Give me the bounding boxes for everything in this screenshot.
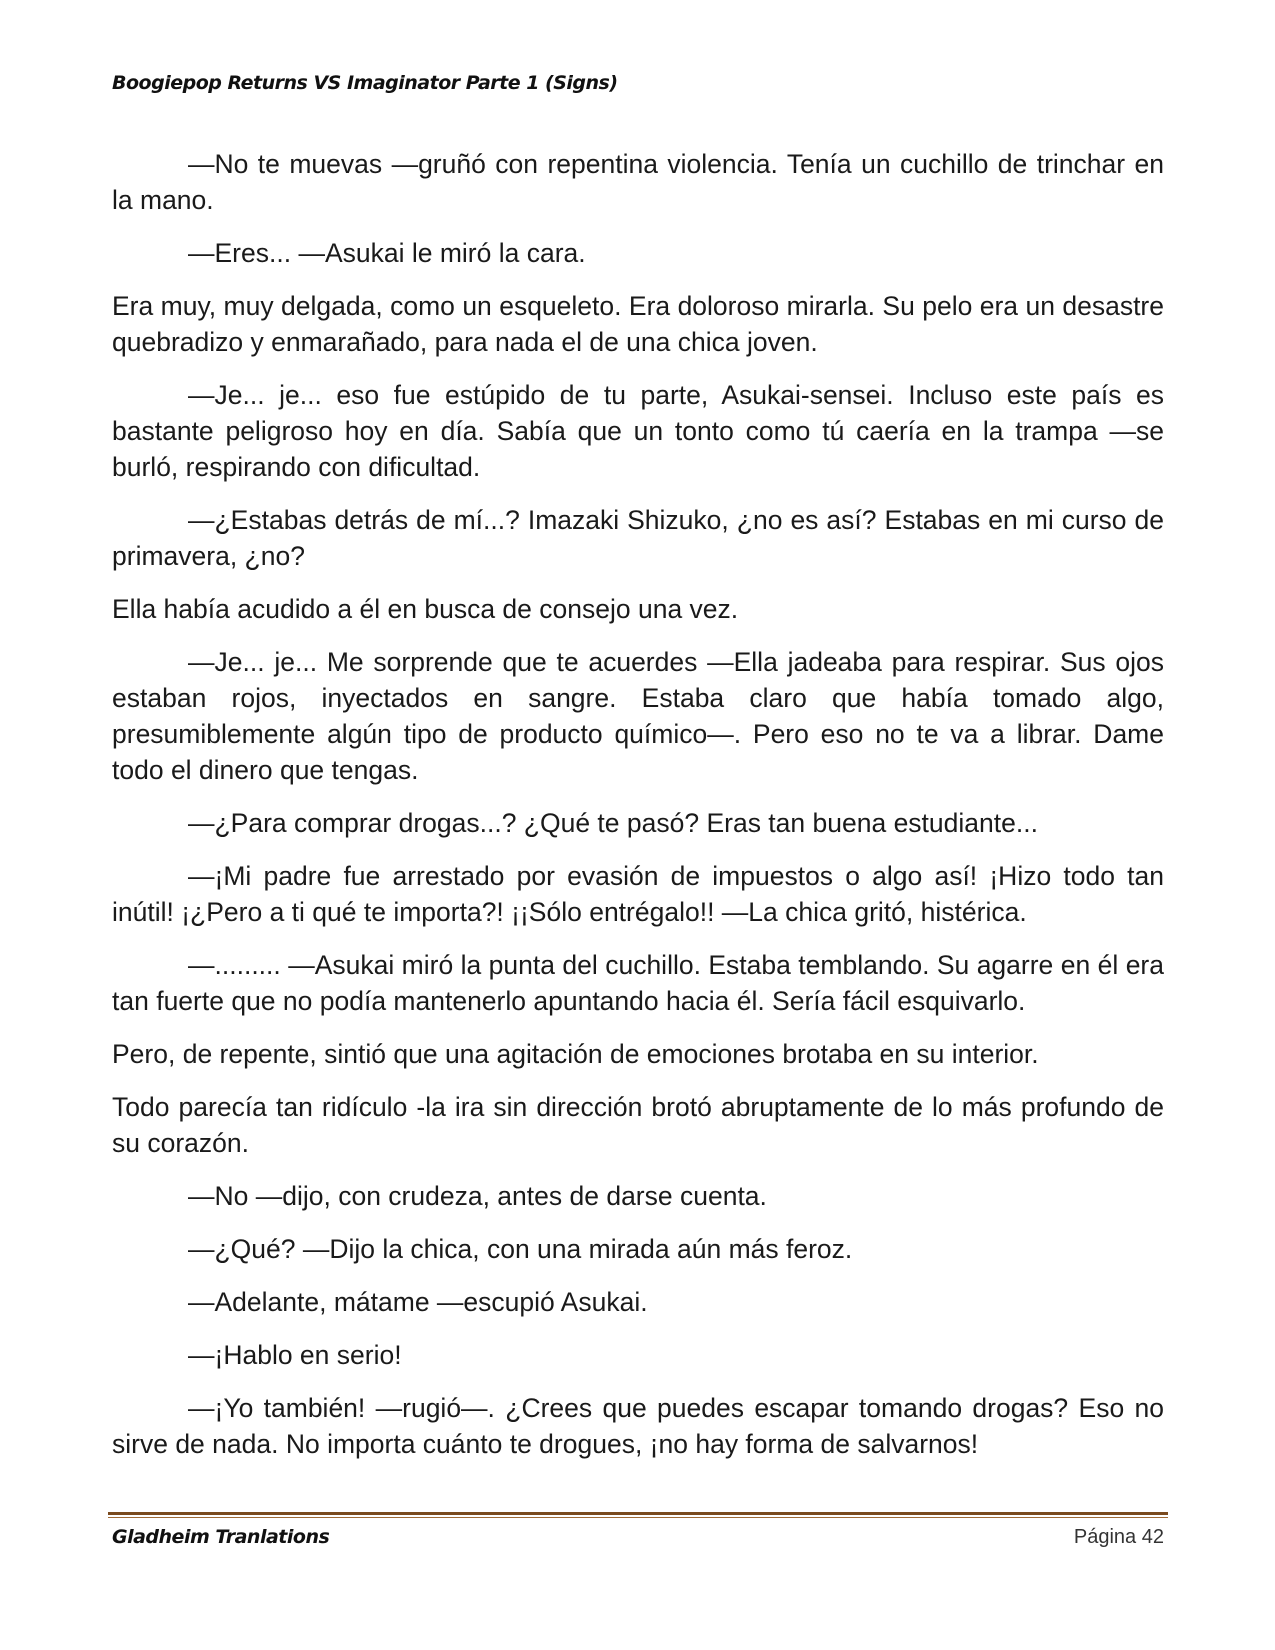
- page-number-value: 42: [1141, 1526, 1164, 1548]
- paragraph: —¿Qué? —Dijo la chica, con una mirada aún más feroz.: [188, 1234, 853, 1264]
- paragraph: —¡Hablo en serio!: [188, 1340, 402, 1370]
- body-text: [112, 146, 1164, 1479]
- paragraph: —Adelante, mátame —escupió Asukai.: [188, 1287, 648, 1317]
- paragraph: —No —dijo, con crudeza, antes de darse cuenta.: [188, 1181, 767, 1211]
- paragraph: Pero, de repente, sintió que una agitación de emociones brotaba en su interior.: [112, 1039, 1039, 1069]
- paragraph: Era muy, muy delgada, como un esqueleto. Era doloroso mirarla. Su pelo era un desastre quebradizo y enmarañado, para nada el de una chica joven.: [112, 291, 1164, 357]
- page-label: Página: [1073, 1526, 1137, 1548]
- page-header-title: Boogiepop Returns VS Imaginator Parte 1 (Signs): [112, 72, 618, 94]
- paragraph: —¿Estabas detrás de mí...? Imazaki Shizuko, ¿no es así? Estabas en mi curso de primavera, ¿no?: [112, 505, 1164, 571]
- paragraph: —¿Para comprar drogas...? ¿Qué te pasó? Eras tan buena estudiante...: [188, 808, 1038, 838]
- paragraph: —¡Mi padre fue arrestado por evasión de impuestos o algo así! ¡Hizo todo tan inútil! ¡¿Pero a ti qué te importa?! ¡¡Sólo entrégalo!! —La chica gritó, histérica.: [112, 861, 1164, 927]
- footer-credit: Gladheim Tranlations: [112, 1526, 330, 1548]
- paragraph: —......... —Asukai miró la punta del cuchillo. Estaba temblando. Su agarre en él era tan fuerte que no podía mantenerlo apuntando hacia él. Sería fácil esquivarlo.: [112, 950, 1164, 1016]
- paragraph: Ella había acudido a él en busca de consejo una vez.: [112, 594, 739, 624]
- paragraph: —¡Yo también! —rugió—. ¿Crees que puedes escapar tomando drogas? Eso no sirve de nada. No importa cuánto te drogues, ¡no hay forma de salvarnos!: [112, 1393, 1164, 1459]
- footer-divider: [108, 1512, 1168, 1515]
- paragraph: Todo parecía tan ridículo -la ira sin dirección brotó abruptamente de lo más profundo de su corazón.: [112, 1092, 1164, 1158]
- paragraph: —No te muevas —gruñó con repentina violencia. Tenía un cuchillo de trinchar en la mano.: [112, 149, 1164, 215]
- paragraph: —Je... je... Me sorprende que te acuerdes —Ella jadeaba para respirar. Sus ojos estaban rojos, inyectados en sangre. Estaba claro que había tomado algo, presumiblemente algún tipo de producto químico—. Pero eso no te va a librar. Dame todo el dinero que tengas.: [112, 647, 1164, 785]
- page-number: [1074, 1526, 1164, 1549]
- paragraph: —Eres... —Asukai le miró la cara.: [188, 238, 586, 268]
- paragraph: —Je... je... eso fue estúpido de tu parte, Asukai-sensei. Incluso este país es bastante peligroso hoy en día. Sabía que un tonto como tú caería en la trampa —se burló, respirando con dificultad.: [112, 380, 1164, 482]
